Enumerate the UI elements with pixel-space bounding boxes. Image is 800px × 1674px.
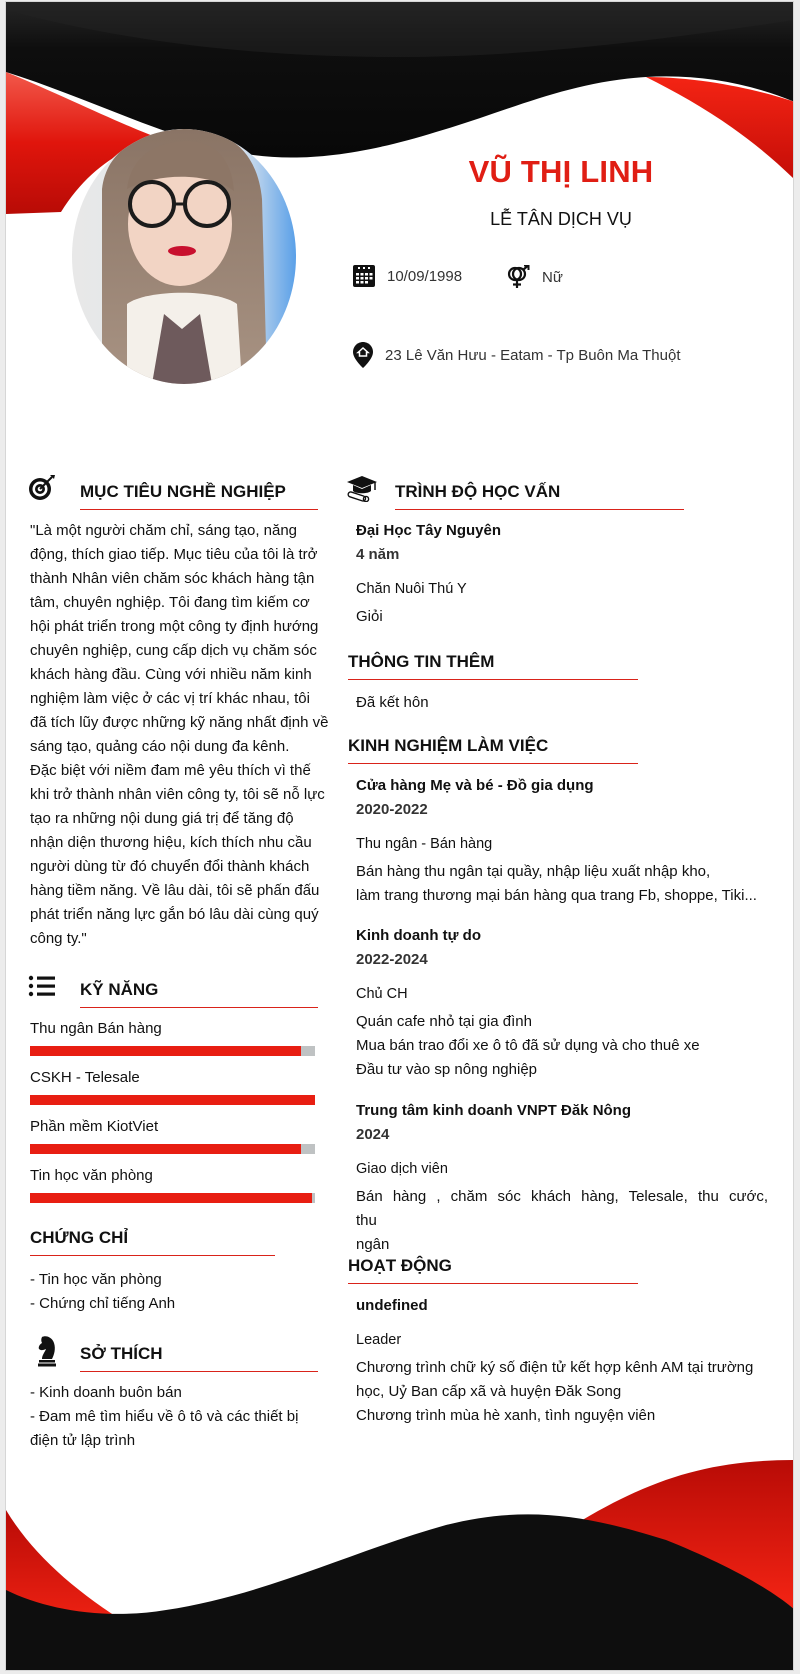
work-period: 2022-2024 bbox=[356, 951, 428, 968]
gender-icon bbox=[506, 265, 530, 289]
skill-label: Tin học văn phòng bbox=[30, 1167, 153, 1184]
hobby-item: - Kinh doanh buôn bán bbox=[30, 1384, 182, 1401]
hobbies-title: SỞ THÍCH bbox=[80, 1344, 318, 1372]
cv-page bbox=[5, 1, 794, 1671]
objective-line: phát triển năng lực gắn bó lâu dài cùng quý bbox=[30, 906, 319, 923]
work-role: Chủ CH bbox=[356, 986, 408, 1002]
candidate-name: VŨ THỊ LINH bbox=[468, 154, 654, 189]
dob-value: 10/09/1998 bbox=[387, 267, 463, 285]
objective-line: hàng tiềm năng. Về lâu dài, tôi sẽ phấn đấu bbox=[30, 882, 320, 899]
work-desc-line: ngân bbox=[356, 1236, 390, 1253]
experience-heading bbox=[348, 732, 638, 764]
dob-row bbox=[353, 265, 462, 287]
work-desc-line: Bán hàng , chăm sóc khách hàng, Telesale, thu cước, thu bbox=[356, 1188, 768, 1229]
objective-line: đã tích lũy được những kỹ năng nhất định về bbox=[30, 714, 329, 731]
objective-line: khi trở thành nhân viên công ty, tôi sẽ nỗ lực bbox=[30, 786, 325, 803]
work-desc-line: Bán hàng thu ngân tại quầy, nhập liệu xuất nhập kho, bbox=[356, 863, 711, 880]
hobby-item: điện tử lập trình bbox=[30, 1432, 136, 1449]
certificates-title: CHỨNG CHỈ bbox=[30, 1228, 275, 1256]
work-desc-line: Đầu tư vào sp nông nghiệp bbox=[356, 1061, 538, 1078]
company-name: Cửa hàng Mẹ và bé - Đồ gia dụng bbox=[356, 777, 594, 794]
location-home-icon bbox=[353, 342, 373, 368]
work-role: Giao dịch viên bbox=[356, 1161, 448, 1177]
objective-line: công ty." bbox=[30, 930, 87, 947]
extra-info-entry bbox=[356, 691, 768, 715]
target-icon bbox=[28, 474, 56, 502]
objective-line: động, thích giao tiếp. Mục tiêu của tôi là trở bbox=[30, 546, 318, 563]
work-role: Thu ngân - Bán hàng bbox=[356, 836, 493, 852]
skills-title: KỸ NĂNG bbox=[80, 980, 318, 1008]
skill-bar bbox=[30, 1144, 315, 1154]
work-period: 2024 bbox=[356, 1126, 390, 1143]
skill-bar-fill bbox=[30, 1193, 312, 1203]
education-major: Chăn Nuôi Thú Y bbox=[356, 581, 467, 597]
objective-line: khách hàng đầu. Cùng với nhiều năm kinh bbox=[30, 666, 312, 683]
work-desc-line: làm trang thương mại bán hàng qua trang Fb, shoppe, Tiki... bbox=[356, 887, 757, 904]
experience-entry bbox=[356, 774, 768, 908]
address-row bbox=[353, 342, 680, 368]
hobby-item: - Đam mê tìm hiểu về ô tô và các thiết bị bbox=[30, 1408, 299, 1425]
gender-row bbox=[506, 265, 563, 289]
certificates-list bbox=[30, 1268, 330, 1316]
activity-desc-line: Chương trình chữ ký số điện tử kết hợp kênh AM tại trường bbox=[356, 1359, 754, 1376]
activity-desc-line: Chương trình mùa hè xanh, tình nguyện viên bbox=[356, 1407, 656, 1424]
skill-bar-fill bbox=[30, 1095, 315, 1105]
skill-label: CSKH - Telesale bbox=[30, 1069, 140, 1086]
education-entry bbox=[356, 519, 768, 629]
job-title: LỄ TÂN DỊCH VỤ bbox=[490, 209, 632, 229]
objective-line: nhận diện thương hiệu, kích thích nhu cầu bbox=[30, 834, 312, 851]
skills-heading bbox=[28, 972, 318, 1008]
extra-info-title: THÔNG TIN THÊM bbox=[348, 652, 638, 680]
objective-line: tâm, chuyên nghiệp. Tôi đang tìm kiếm cơ bbox=[30, 594, 310, 611]
activities-title: HOẠT ĐỘNG bbox=[348, 1256, 638, 1284]
education-heading bbox=[346, 474, 684, 510]
objective-line: tạo ra những nội dung giá trị để tăng độ bbox=[30, 810, 294, 827]
certificates-heading bbox=[30, 1224, 275, 1256]
hobbies-list bbox=[30, 1381, 330, 1453]
skill-bar-fill bbox=[30, 1046, 301, 1056]
chess-knight-icon bbox=[36, 1335, 58, 1367]
graduation-cap-icon bbox=[346, 474, 378, 502]
experience-title: KINH NGHIỆM LÀM VIỆC bbox=[348, 736, 638, 764]
skill-bar bbox=[30, 1095, 315, 1105]
marital-status: Đã kết hôn bbox=[356, 694, 429, 711]
gender-value: Nữ bbox=[542, 268, 563, 286]
address-value: 23 Lê Văn Hưu - Eatam - Tp Buôn Ma Thuột bbox=[385, 346, 681, 364]
certificate-item: - Tin học văn phòng bbox=[30, 1271, 162, 1288]
school-name: Đại Học Tây Nguyên bbox=[356, 522, 502, 539]
work-desc-line: Mua bán trao đổi xe ô tô đã sử dụng và cho thuê xe bbox=[356, 1037, 700, 1054]
objective-line: sáng tạo, quảng cáo nội dung đa kênh. bbox=[30, 738, 290, 755]
activity-role: Leader bbox=[356, 1332, 402, 1348]
work-period: 2020-2022 bbox=[356, 801, 428, 818]
footer-wave-decoration bbox=[6, 1460, 794, 1670]
experience-entry bbox=[356, 1099, 768, 1257]
objective-heading bbox=[28, 474, 318, 510]
objective-line: chuyên nghiệp, cung cấp dịch vụ chăm sóc bbox=[30, 642, 317, 659]
objective-line: Đặc biệt với niềm đam mê yêu thích vì thế bbox=[30, 762, 311, 779]
objective-line: thành Nhân viên chăm sóc khách hàng tận bbox=[30, 570, 315, 587]
skill-bar-fill bbox=[30, 1144, 301, 1154]
work-desc-line: Quán cafe nhỏ tại gia đình bbox=[356, 1013, 532, 1030]
education-title: TRÌNH ĐỘ HỌC VẤN bbox=[395, 482, 684, 510]
skill-label: Phần mềm KiotViet bbox=[30, 1118, 159, 1135]
list-icon bbox=[28, 975, 56, 999]
profile-photo bbox=[72, 129, 296, 384]
company-name: Kinh doanh tự do bbox=[356, 927, 482, 944]
activity-desc-line: học, Uỷ Ban cấp xã và huyện Đăk Song bbox=[356, 1383, 622, 1400]
objective-line: nghiệm làm việc ở các vị trí khác nhau, tôi bbox=[30, 690, 310, 707]
skill-label: Thu ngân Bán hàng bbox=[30, 1020, 162, 1037]
objective-line: "Là một người chăm chỉ, sáng tạo, năng bbox=[30, 522, 298, 539]
objective-line: hội phát triển trong một công ty định hướng bbox=[30, 618, 319, 635]
skill-bar bbox=[30, 1193, 315, 1203]
activity-entry bbox=[356, 1294, 768, 1428]
education-duration: 4 năm bbox=[356, 546, 400, 563]
company-name: Trung tâm kinh doanh VNPT Đăk Nông bbox=[356, 1102, 632, 1119]
hobbies-heading bbox=[28, 1336, 318, 1372]
extra-info-heading bbox=[348, 648, 638, 680]
activity-name: undefined bbox=[356, 1297, 428, 1314]
objective-title: MỤC TIÊU NGHỀ NGHIỆP bbox=[80, 482, 318, 510]
skill-bar bbox=[30, 1046, 315, 1056]
activities-heading bbox=[348, 1252, 638, 1284]
objective-text bbox=[30, 519, 330, 951]
education-grade: Giỏi bbox=[356, 608, 383, 625]
certificate-item: - Chứng chỉ tiếng Anh bbox=[30, 1295, 176, 1312]
objective-line: người dùng từ đó chuyển đổi thành khách bbox=[30, 858, 310, 875]
calendar-icon bbox=[353, 265, 375, 287]
experience-entry bbox=[356, 924, 768, 1082]
